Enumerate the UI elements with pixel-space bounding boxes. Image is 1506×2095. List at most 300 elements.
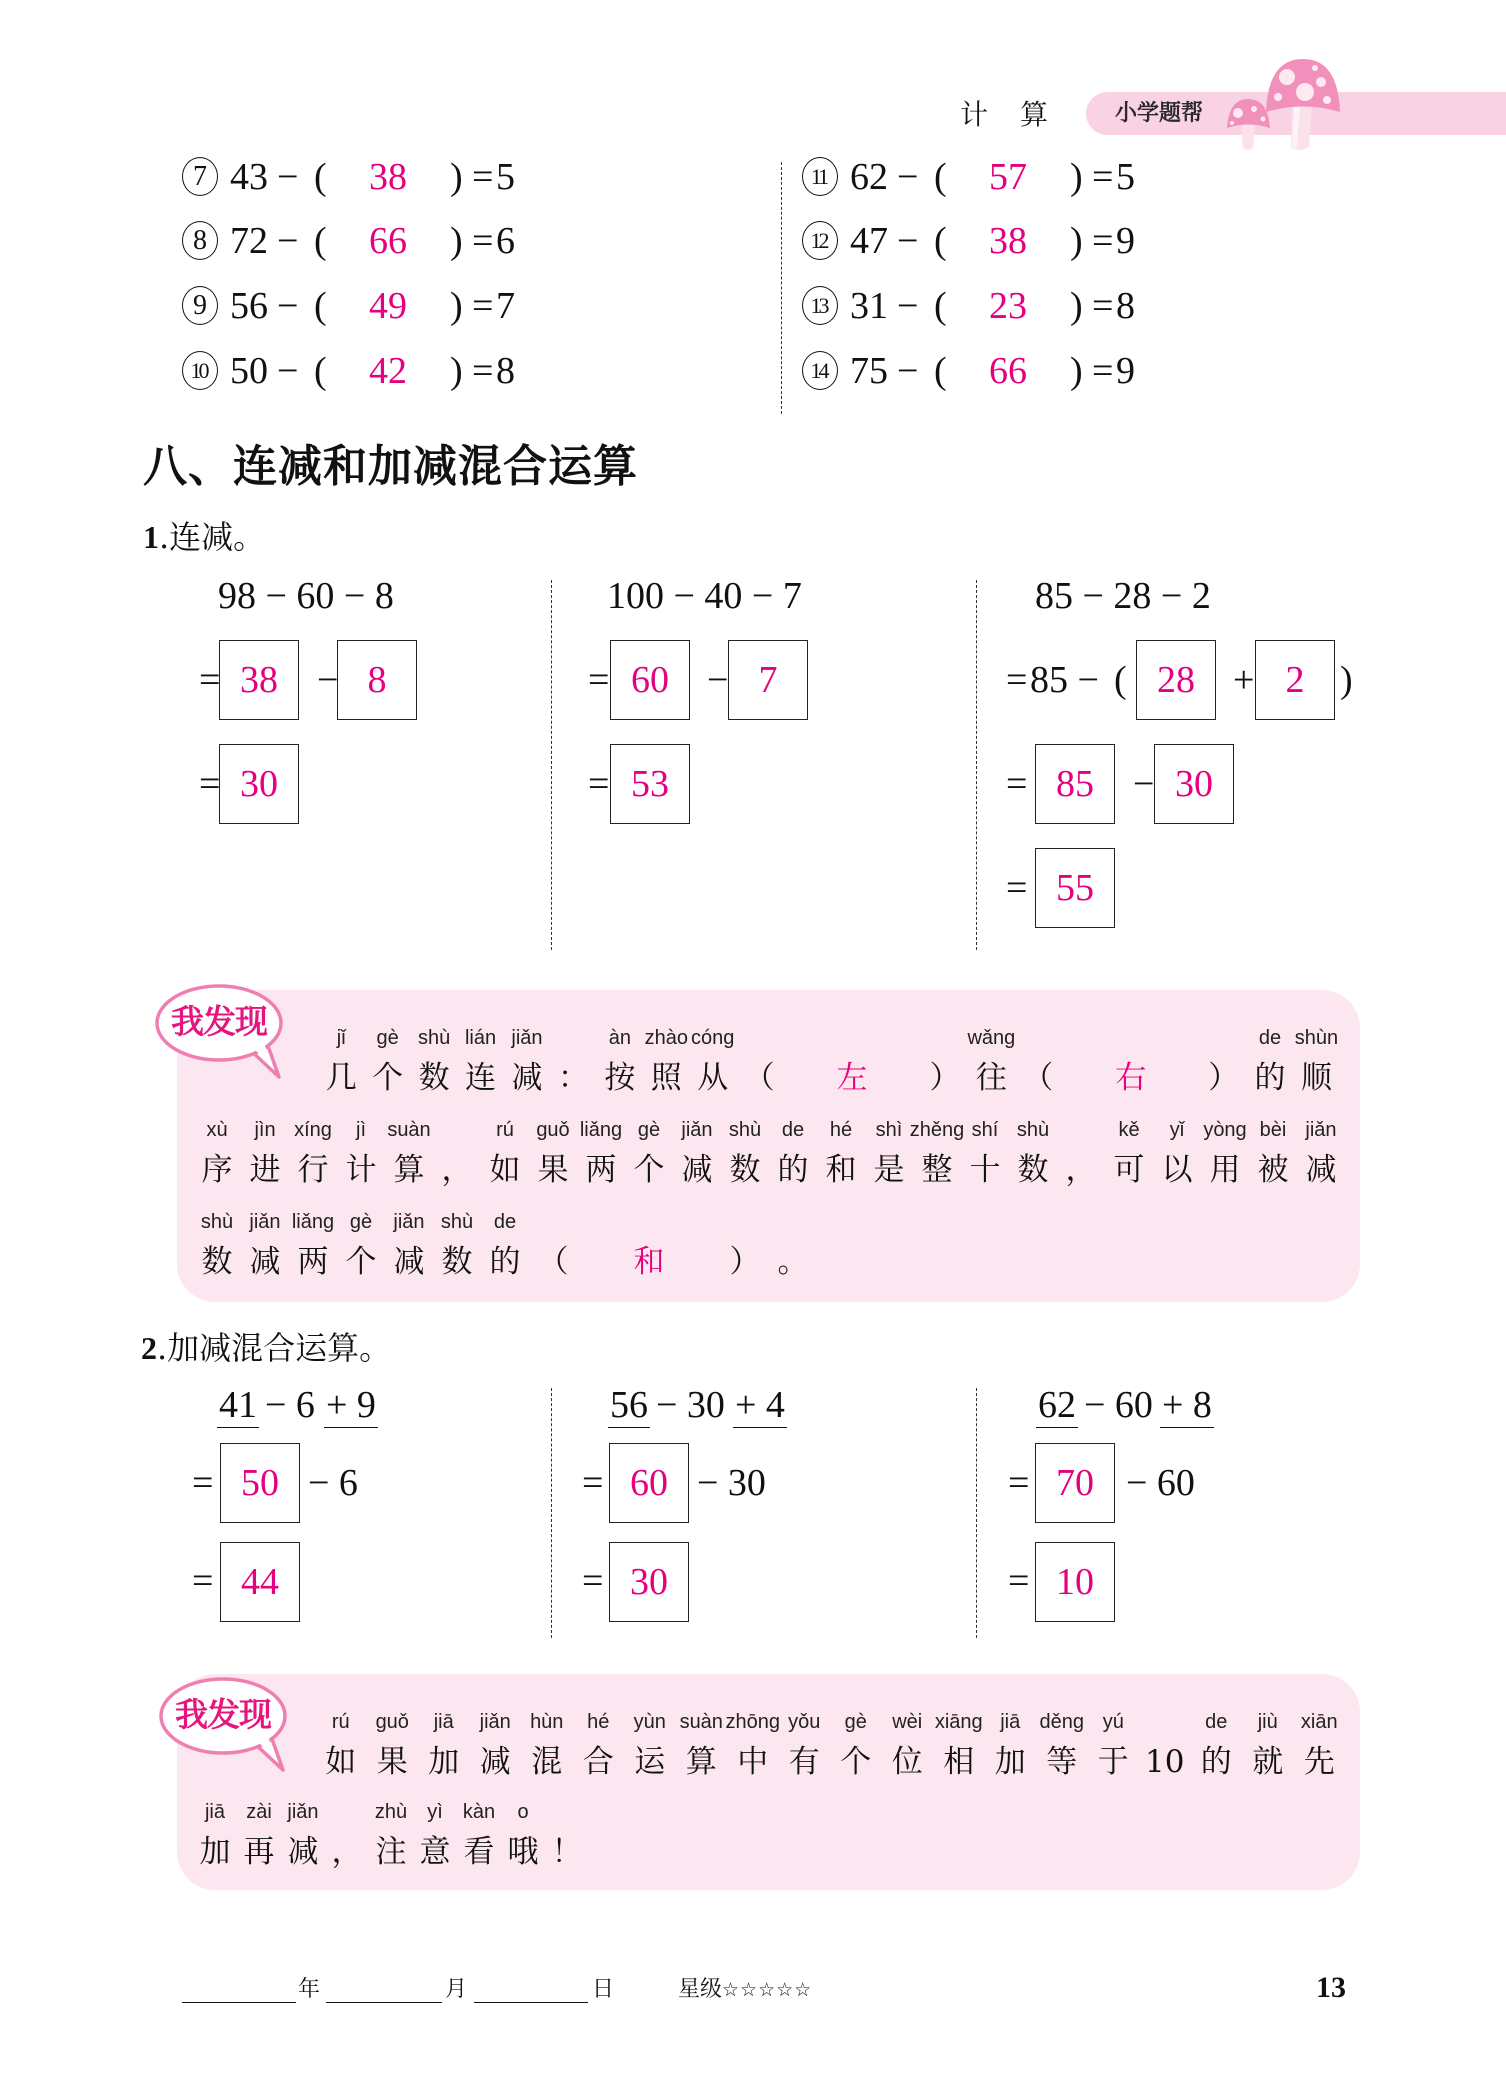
pinyin: gè [349,1211,373,1233]
pinyin: zài [246,1801,272,1823]
remaining-term: − 30 [697,1462,766,1504]
hanzi: ， [441,1152,473,1188]
hanzi: 中 [737,1744,769,1780]
ruby-unit [1294,1710,1346,1782]
column-divider [976,1388,977,1638]
hanzi: 果 [376,1744,408,1780]
left-paren: ( [314,285,327,327]
section-title: 八、连减和加减混合运算 [143,441,638,492]
right-paren: ) [450,350,463,392]
hanzi: （ [1022,1060,1054,1096]
pinyin: suàn [387,1119,431,1141]
hanzi: ） [1208,1060,1240,1096]
minuend: 72 [230,220,268,262]
filled-answer: 38 [989,220,1027,262]
ruby-unit [817,1118,865,1190]
equals-sign: = [472,285,494,327]
answer-box: 53 [610,744,690,824]
ruby-unit [577,1118,625,1190]
year-blank [182,2002,296,2003]
answer-box: 50 [220,1443,300,1523]
hanzi: 于 [1097,1744,1129,1780]
result: 6 [496,220,515,262]
right-paren: ) [450,156,463,198]
minus-sign: − [897,285,919,327]
pinyin: yì [427,1801,443,1823]
column-divider [551,1388,552,1638]
part1-label: 连减。 [169,518,266,556]
hanzi: 数 [441,1244,473,1280]
step-prefix: 85 − [1030,659,1099,701]
hanzi: 算 [393,1152,425,1188]
equals-sign: = [1006,659,1028,701]
right-paren: ) [450,220,463,262]
hanzi: 右 [1115,1060,1147,1096]
equals-sign: = [1006,867,1028,909]
ruby-unit [1015,1026,1061,1098]
minus-sign: − [897,350,919,392]
month-blank [326,2002,442,2003]
minus-sign: − [707,659,729,701]
ruby-unit [1247,1026,1293,1098]
fill-blank-row [182,346,542,396]
pinyin: jìn [254,1119,276,1141]
ruby-unit [727,1710,779,1782]
left-paren: ( [314,350,327,392]
hanzi: 意 [419,1834,451,1870]
pinyin: shù [728,1119,762,1141]
ruby-unit [241,1118,289,1190]
pinyin: jiā [1000,1711,1021,1733]
pinyin: shù [200,1211,234,1233]
ruby-unit [481,1118,529,1190]
ruby-unit [985,1710,1037,1782]
answer-box: 7 [728,640,808,720]
part2-heading [141,1328,391,1368]
hanzi: 哦 [507,1834,539,1870]
ruby-unit [779,1710,831,1782]
right-paren: ) [1070,350,1083,392]
hanzi: 减 [681,1152,713,1188]
ruby-unit [457,1800,501,1872]
hanzi: 进 [249,1152,281,1188]
hanzi: 可 [1113,1152,1145,1188]
pinyin: yòng [1203,1119,1247,1141]
circled-number: 10 [182,351,218,390]
pinyin: shù [1016,1119,1050,1141]
pinyin: wèi [892,1711,923,1733]
answer-box: 60 [609,1443,689,1523]
ruby-unit [933,1710,985,1782]
hanzi: 的 [777,1152,809,1188]
ruby-unit [769,1210,817,1282]
answer-box: 44 [220,1542,300,1622]
left-paren: ( [934,156,947,198]
ruby-unit [364,1026,410,1098]
filled-answer: 38 [369,156,407,198]
equals-sign: = [192,1560,214,1602]
hanzi: 往 [975,1060,1007,1096]
grouped-number: 41 [219,1384,257,1426]
ruby-unit [1191,1710,1243,1782]
pinyin: shù [417,1027,451,1049]
hanzi: 相 [943,1744,975,1780]
equals-sign: = [1092,156,1114,198]
remaining-term: − 6 [308,1462,358,1504]
hanzi: ， [331,1834,363,1870]
equals-sign: = [192,1462,214,1504]
pinyin: jiǎn [681,1119,713,1141]
answer-box: 2 [1255,640,1335,720]
pinyin: guǒ [375,1711,409,1733]
problem-expression: 100 − 40 − 7 [607,575,802,617]
problem-expression [608,1383,785,1433]
pinyin: hé [829,1119,853,1141]
minuend: 43 [230,156,268,198]
filled-answer-unit [1061,1026,1200,1098]
pinyin: jiǎn [249,1211,281,1233]
minus-sign: − [277,350,299,392]
answer-box: 30 [219,744,299,824]
pinyin: o [517,1801,529,1823]
hanzi: 10 [1145,1744,1185,1780]
ruby-unit [625,1118,673,1190]
result: 8 [496,350,515,392]
result: 7 [496,285,515,327]
fill-blank-row [802,281,1162,331]
equals-sign: = [1008,1560,1030,1602]
right-paren: ) [1070,220,1083,262]
pinyin: gè [376,1027,399,1049]
ruby-unit [385,1118,433,1190]
equals-sign: = [582,1462,604,1504]
circled-number: 13 [802,286,838,325]
problem-expression [217,1383,376,1433]
filled-answer: 49 [369,285,407,327]
pinyin: jiǎn [511,1027,543,1049]
hanzi: 注 [375,1834,407,1870]
part1-number: 1 [143,519,159,555]
pinyin: xíng [294,1119,332,1141]
pinyin: shù [440,1211,474,1233]
page-number: 13 [1316,1971,1346,2004]
hanzi: 和 [633,1244,665,1280]
hanzi: 加 [428,1744,460,1780]
result: 9 [1116,350,1135,392]
ruby-unit [481,1210,529,1282]
ruby-unit [643,1026,689,1098]
star-icons: ☆☆☆☆☆ [722,1979,813,2001]
ruby-unit [193,1210,241,1282]
circled-number: 8 [182,221,218,260]
filled-answer: 57 [989,156,1027,198]
pinyin: shì [875,1119,903,1141]
answer-box: 30 [609,1542,689,1622]
hanzi: 如 [489,1152,521,1188]
grouped-term: + 8 [1162,1384,1212,1426]
badge-label: 我发现 [175,1695,271,1734]
ruby-unit [1009,1118,1057,1190]
left-paren: ( [1114,659,1127,701]
ruby-unit [922,1026,968,1098]
pinyin: děng [1039,1711,1084,1733]
ruby-unit [337,1210,385,1282]
day-label: 日 [592,1977,615,2002]
hanzi: （ [537,1244,569,1280]
ruby-unit [281,1800,325,1872]
hanzi: ！ [551,1834,583,1870]
ruby-unit [1036,1710,1088,1782]
hanzi: 顺 [1300,1060,1332,1096]
minus-sign: − [897,220,919,262]
minus-sign: − [277,285,299,327]
hanzi: 就 [1252,1744,1284,1780]
pinyin: lián [464,1027,497,1049]
pinyin: jiǎn [393,1211,425,1233]
minus-sign: − [317,659,339,701]
ruby-unit [237,1800,281,1872]
equals-sign: = [1092,285,1114,327]
middle-term: − 30 [656,1384,725,1426]
pinyin: gè [844,1711,867,1733]
answer-box: 28 [1136,640,1216,720]
grouped-term: + 9 [326,1384,376,1426]
ruby-unit [457,1026,503,1098]
pinyin: liǎng [291,1211,335,1233]
ruby-unit [550,1026,596,1098]
ruby-unit [289,1210,337,1282]
remaining-term: − 60 [1126,1462,1195,1504]
discovery-badge [153,983,303,1083]
ruby-unit [1297,1118,1345,1190]
result: 5 [1116,156,1135,198]
circled-number: 14 [802,351,838,390]
minus-sign: − [277,156,299,198]
hanzi: 看 [463,1834,495,1870]
ruby-unit [411,1026,457,1098]
filled-answer: 23 [989,285,1027,327]
plus-sign: + [1233,659,1255,701]
hanzi: 序 [201,1152,233,1188]
hanzi: 加 [199,1834,231,1870]
year-label: 年 [298,1977,321,2002]
pinyin: shùn [1294,1027,1339,1049]
pinyin: zhěng [909,1119,965,1141]
circled-number: 9 [182,286,218,325]
fill-blank-row [802,346,1162,396]
grouped-term: + 4 [735,1384,785,1426]
ruby-unit [624,1710,676,1782]
pinyin: jiā [204,1801,225,1823]
minuend: 31 [850,285,888,327]
minus-sign: − [277,220,299,262]
pinyin: bèi [1259,1119,1287,1141]
hanzi: 减 [249,1244,281,1280]
hanzi: 个 [633,1152,665,1188]
hanzi: 位 [891,1744,923,1780]
ruby-unit [385,1210,433,1282]
right-paren: ) [1070,156,1083,198]
grouped-number: 62 [1038,1384,1076,1426]
rating-label: 星级 [678,1977,723,2002]
ruby-unit [367,1710,419,1782]
pinyin: xiāng [934,1711,983,1733]
hanzi: 算 [685,1744,717,1780]
pinyin: jiù [1257,1711,1278,1733]
pinyin: zhù [374,1801,408,1823]
pinyin: gè [637,1119,661,1141]
filled-answer: 42 [369,350,407,392]
hanzi: 两 [585,1152,617,1188]
ruby-unit [1153,1118,1201,1190]
pinyin: cóng [691,1027,735,1049]
hanzi: 加 [994,1744,1026,1780]
result: 8 [1116,285,1135,327]
ruby-unit [721,1210,769,1282]
answer-box: 30 [1154,744,1234,824]
result: 9 [1116,220,1135,262]
hanzi: 合 [582,1744,614,1780]
ruby-unit [529,1118,577,1190]
answer-box: 8 [337,640,417,720]
left-paren: ( [314,156,327,198]
equals-sign: = [1006,763,1028,805]
middle-term: − 6 [265,1384,315,1426]
ruby-unit [545,1800,589,1872]
hanzi: 减 [393,1244,425,1280]
middle-term: − 60 [1084,1384,1153,1426]
pinyin: jiā [433,1711,454,1733]
pinyin: zhōng [725,1711,780,1733]
pinyin: de [1205,1711,1228,1733]
ruby-unit [865,1118,913,1190]
hanzi: 混 [531,1744,563,1780]
hanzi: 按 [604,1060,636,1096]
hanzi: 数 [1017,1152,1049,1188]
ruby-unit [521,1710,573,1782]
pinyin: yùn [633,1711,666,1733]
ruby-unit [1201,1118,1249,1190]
pinyin: hùn [530,1711,564,1733]
circled-number: 12 [802,221,838,260]
ruby-unit [676,1710,728,1782]
ruby-unit [736,1026,782,1098]
pinyin: àn [608,1027,631,1049]
pinyin: yǐ [1169,1119,1185,1141]
left-paren: ( [934,220,947,262]
fill-blank-row [182,216,542,266]
minuend: 47 [850,220,888,262]
ruby-unit [1139,1710,1191,1782]
ruby-unit [1249,1118,1297,1190]
hanzi: ） [929,1060,961,1096]
ruby-unit [1200,1026,1246,1098]
ruby-unit [413,1800,457,1872]
equals-sign: = [472,156,494,198]
filled-answer-unit [782,1026,921,1098]
chapter-subject: 计算 [960,98,1081,131]
ruby-unit [673,1118,721,1190]
minus-sign: − [1133,763,1155,805]
hanzi: 的 [1200,1744,1232,1780]
ruby-unit [193,1118,241,1190]
pinyin: liǎng [579,1119,623,1141]
minuend: 56 [230,285,268,327]
pinyin: de [1258,1027,1282,1049]
pinyin: jì [356,1119,366,1141]
answer-box: 55 [1035,848,1115,928]
ruby-unit [690,1026,736,1098]
hanzi: ） [729,1244,761,1280]
pinyin-text-line [315,1710,1345,1782]
hanzi: 以 [1161,1152,1193,1188]
equals-sign: = [1092,350,1114,392]
part1-heading [143,517,265,557]
pinyin: jiǎn [479,1711,511,1733]
filled-answer: 66 [369,220,407,262]
ruby-unit [1057,1118,1105,1190]
pinyin-text-line [193,1800,589,1872]
pinyin-text-line [193,1210,817,1282]
ruby-unit [1088,1710,1140,1782]
minuend: 50 [230,350,268,392]
discovery-badge [157,1676,307,1776]
hanzi: 几 [325,1060,357,1096]
problem-expression: 85 − 28 − 2 [1035,575,1211,617]
fill-blank-row [182,281,542,331]
grouped-number: 56 [610,1384,648,1426]
pinyin: guǒ [536,1119,570,1141]
right-paren: ) [1070,285,1083,327]
fill-blank-row [182,152,542,202]
column-divider [551,580,552,950]
ruby-unit [289,1118,337,1190]
circled-number: 7 [182,157,218,196]
hanzi: 运 [634,1744,666,1780]
hanzi: 数 [729,1152,761,1188]
answer-box: 60 [610,640,690,720]
hanzi: 再 [243,1834,275,1870]
hanzi: 减 [479,1744,511,1780]
pinyin: rú [331,1711,350,1733]
ruby-unit [909,1118,965,1190]
column-divider [781,162,782,414]
hanzi: 数 [418,1060,450,1096]
hanzi: ， [1065,1152,1097,1188]
rating [678,1974,812,2006]
ruby-unit [325,1800,369,1872]
filled-answer: 66 [989,350,1027,392]
hanzi: 如 [325,1744,357,1780]
column-divider [976,580,977,950]
circled-number: 11 [802,157,838,196]
pinyin: yú [1102,1711,1124,1733]
ruby-unit [318,1026,364,1098]
part2-number: 2 [141,1330,157,1366]
result: 5 [496,156,515,198]
hanzi: 果 [537,1152,569,1188]
ruby-unit [418,1710,470,1782]
ruby-unit [830,1710,882,1782]
hanzi: 是 [873,1152,905,1188]
pinyin: xiān [1300,1711,1338,1733]
pinyin: xù [206,1119,228,1141]
filled-answer-unit [577,1210,721,1282]
ruby-unit [529,1210,577,1282]
pinyin: shí [971,1119,999,1141]
ruby-unit [315,1710,367,1782]
left-paren: ( [314,220,327,262]
